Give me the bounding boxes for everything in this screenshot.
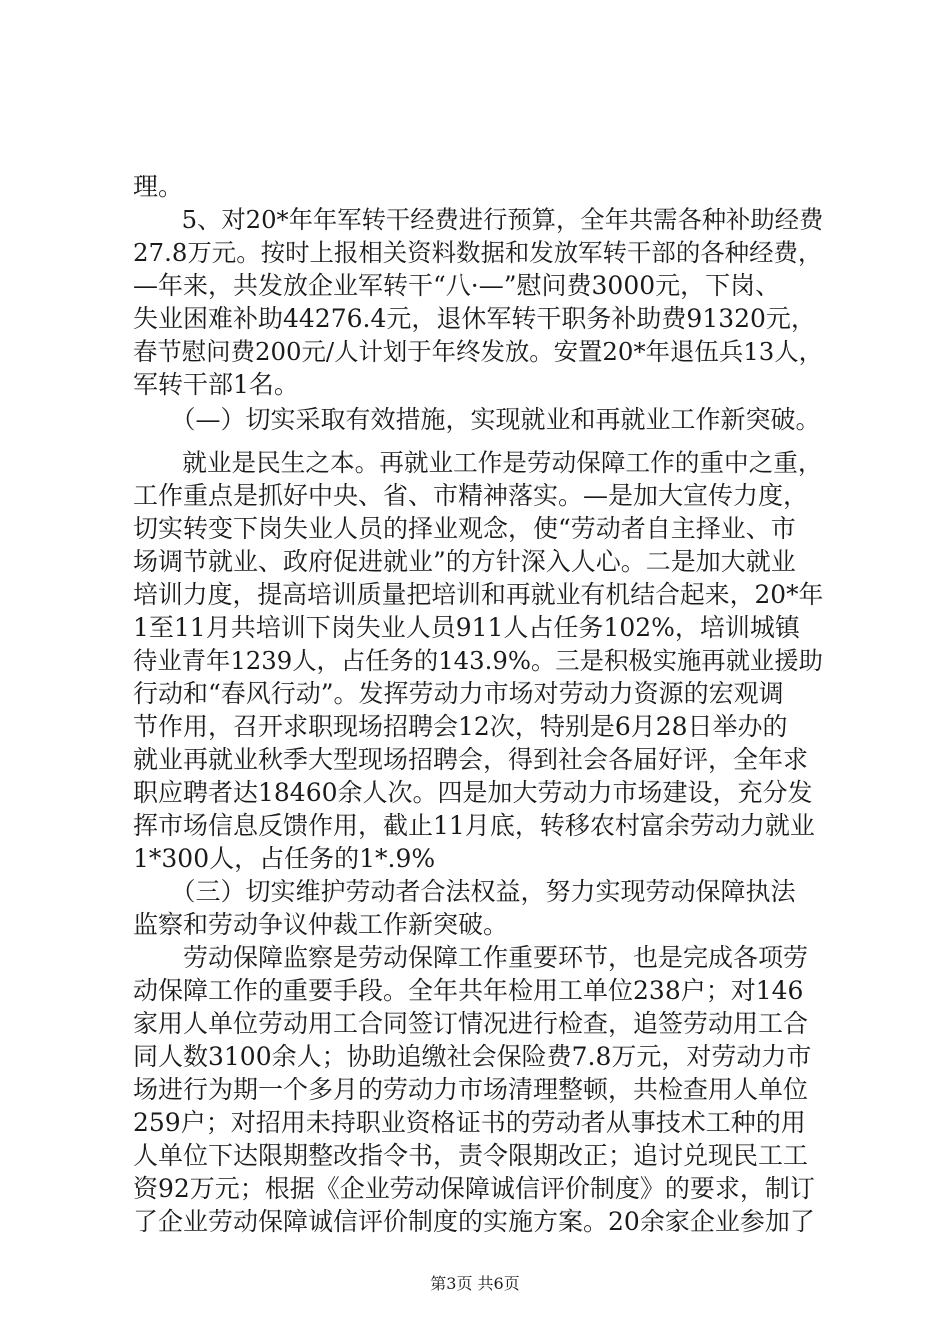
text-line: 同人数3100余人；协助追缴社会保险费7.8万元，对劳动力市 bbox=[133, 1042, 812, 1071]
text-line: 场调节就业、政府促进就业”的方针深入人心。二是加大就业 bbox=[133, 547, 796, 576]
text-line: 动保障工作的重要手段。全年共年检用工单位238户；对146 bbox=[133, 976, 804, 1005]
text-line: 切实转变下岗失业人员的择业观念，使“劳动者自主择业、市 bbox=[133, 514, 796, 543]
page-number: 第3页 共6页 bbox=[430, 1274, 520, 1293]
text-line: 春节慰问费200元/人计划于年终发放。安置20*年退伍兵13人， bbox=[133, 337, 824, 366]
text-line: 待业青年1239人，占任务的143.9%。三是积极实施再就业援助 bbox=[133, 646, 823, 675]
text-line: 人单位下达限期整改指令书，责令限期改正；追讨兑现民工工 bbox=[133, 1141, 809, 1170]
text-line: 1*300人，占任务的1*.9% bbox=[133, 844, 436, 873]
text-line: 资92万元；根据《企业劳动保障诚信评价制度》的要求，制订 bbox=[133, 1174, 815, 1203]
text-line: 工作重点是抓好中央、省、市精神落实。—是加大宣传力度， bbox=[133, 481, 809, 510]
text-line: 挥市场信息反馈作用，截止11月底，转移农村富余劳动力就业 bbox=[133, 811, 815, 840]
text-line: —年来，共发放企业军转干“八·—”慰问费3000元，下岗、 bbox=[133, 271, 781, 300]
text-line: 1至11月共培训下岗失业人员911人占任务102%，培训城镇 bbox=[133, 613, 800, 642]
text-line: 259户；对招用未持职业资格证书的劳动者从事技术工种的用 bbox=[133, 1108, 806, 1137]
text-line: 场进行为期一个多月的劳动力市场清理整顿，共检查用人单位 bbox=[133, 1075, 809, 1104]
text-line: 家用人单位劳动用工合同签订情况进行检查，追签劳动用工合 bbox=[133, 1009, 809, 1038]
text-line: 就业是民生之本。再就业工作是劳动保障工作的重中之重， bbox=[133, 448, 823, 477]
text-line: 劳动保障监察是劳动保障工作重要环节，也是完成各项劳 bbox=[133, 943, 809, 972]
text-line: 27.8万元。按时上报相关资料数据和发放军转干部的各种经费， bbox=[133, 238, 823, 267]
text-line: 就业再就业秋季大型现场招聘会，得到社会各届好评，全年求 bbox=[133, 745, 809, 774]
section-heading: 监察和劳动争议仲裁工作新突破。 bbox=[133, 910, 509, 939]
text-line: 培训力度，提高培训质量把培训和再就业有机结合起来，20*年 bbox=[133, 580, 824, 609]
text-line: 理。 bbox=[133, 172, 184, 201]
text-line: 军转干部1名。 bbox=[133, 370, 299, 399]
section-heading: （—）切实采取有效措施，实现就业和再就业工作新突破。 bbox=[133, 405, 821, 434]
section-heading: （三）切实维护劳动者合法权益，努力实现劳动保障执法 bbox=[133, 877, 796, 906]
text-line: 职应聘者达18460余人次。四是加大劳动力市场建设，充分发 bbox=[133, 778, 813, 807]
text-line: 节作用，召开求职现场招聘会12次，特别是6月28日举办的 bbox=[133, 712, 788, 741]
text-line: 行动和“春风行动”。发挥劳动力市场对劳动力资源的宏观调 bbox=[133, 679, 784, 708]
text-line: 5、对20*年年军转干经费进行预算，全年共需各种补助经费 bbox=[133, 205, 824, 234]
text-line: 失业困难补助44276.4元，退休军转干职务补助费91320元， bbox=[133, 304, 816, 333]
text-line: 了企业劳动保障诚信评价制度的实施方案。20余家企业参加了 bbox=[133, 1207, 815, 1236]
